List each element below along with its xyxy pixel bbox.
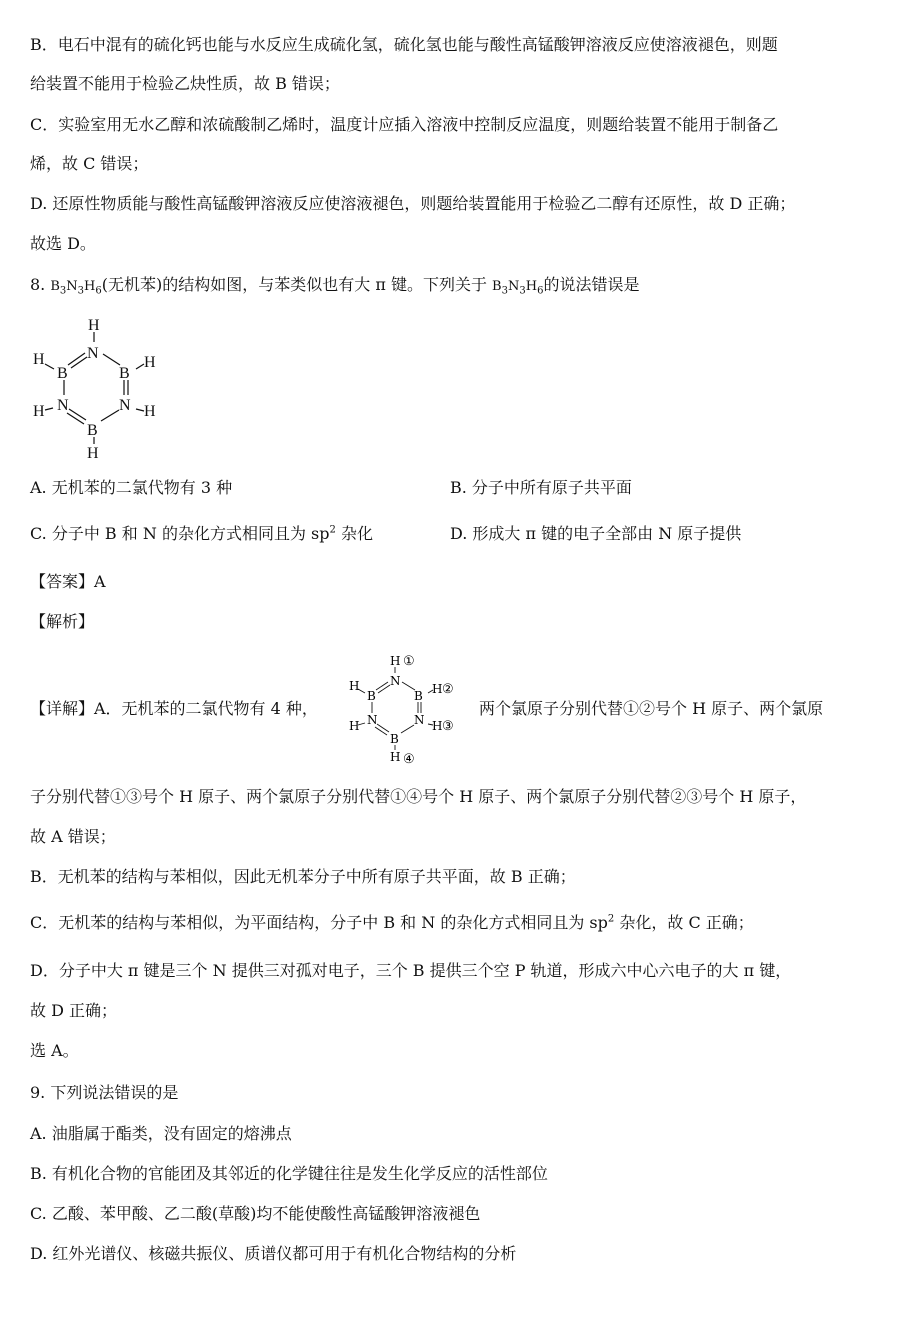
q8-stem-end: 的说法错误是 xyxy=(543,275,640,294)
atom-n-top-small: N xyxy=(390,674,401,688)
atom-b-bottom: B xyxy=(87,422,98,439)
atom-b-right: B xyxy=(119,365,130,382)
marker-1: ① xyxy=(403,654,415,669)
q8-formula-2: $B_3N_3H_6$ xyxy=(492,279,544,297)
atom-b-right-small: B xyxy=(414,689,423,703)
atom-n-left-small: N xyxy=(367,713,378,727)
q8-analysis-label: 【解析】 xyxy=(30,612,95,631)
atom-h-right-bottom: H xyxy=(144,403,156,420)
prev-analysis-c-cont: 烯，故 C 错误； xyxy=(30,154,149,173)
atom-h-left-top-small: H xyxy=(349,679,360,693)
q8-detail-a-end: 故 A 错误； xyxy=(30,827,116,846)
q8-detail-a-cont: 子分别代替①③号个 H 原子、两个氯原子分别代替①④号个 H 原子、两个氯原子分别代替②③号个 H 原子， xyxy=(30,787,807,806)
q8-option-c[interactable]: C. 分子中 B 和 N 的杂化方式相同且为 $sp^2$ 杂化 xyxy=(30,524,373,543)
atom-h-left-bottom: H xyxy=(33,403,45,420)
atom-n-right-small: N xyxy=(414,713,425,727)
atom-h-right-top: H xyxy=(144,354,156,371)
q8-detail-a-post: 两个氯原子分别代替①②号个 H 原子、两个氯原 xyxy=(479,699,824,718)
atom-b-bottom-small: B xyxy=(390,732,399,746)
atom-h-top: H xyxy=(88,317,100,334)
prev-analysis-c: C．实验室用无水乙醇和浓硫酸制乙烯时，温度计应插入溶液中控制反应温度，则题给装置不能用于制备乙 xyxy=(30,115,779,134)
q9-option-c[interactable]: C. 乙酸、苯甲酸、乙二酸(草酸)均不能使酸性高锰酸钾溶液褪色 xyxy=(30,1204,481,1223)
q8-answer: 【答案】A xyxy=(30,572,106,591)
atom-h-4: H xyxy=(390,750,401,764)
atom-n-right: N xyxy=(119,397,131,414)
atom-n-left: N xyxy=(57,397,69,414)
atom-h-left-bottom-small: H xyxy=(349,719,360,733)
q9-option-a[interactable]: A. 油脂属于酯类，没有固定的熔沸点 xyxy=(30,1124,292,1143)
q9-option-d[interactable]: D. 红外光谱仪、核磁共振仪、质谱仪都可用于有机化合物结构的分析 xyxy=(30,1244,517,1263)
marker-4: ④ xyxy=(403,752,415,767)
atom-n-top: N xyxy=(87,345,99,362)
prev-conclusion: 故选 D。 xyxy=(30,234,96,253)
q8-detail-d: D．分子中大 π 键是三个 N 提供三对孤对电子，三个 B 提供三个空 P 轨道，形成六中心六电子的大 π 键， xyxy=(30,961,792,980)
marker-2: ② xyxy=(442,682,454,697)
q8-stem xyxy=(30,274,639,298)
q8-detail-d-end: 故 D 正确； xyxy=(30,1001,118,1020)
atom-h-2: H xyxy=(432,682,443,696)
q8-detail-a-pre: 【详解】A．无机苯的二氯代物有 4 种， xyxy=(30,699,318,718)
atom-h-bottom: H xyxy=(87,445,99,462)
q9-option-b[interactable]: B. 有机化合物的官能团及其邻近的化学键往往是发生化学反应的活性部位 xyxy=(30,1164,548,1183)
q8-option-d[interactable]: D. 形成大 π 键的电子全部由 N 原子提供 xyxy=(450,524,742,543)
prev-analysis-b-cont: 给装置不能用于检验乙炔性质，故 B 错误； xyxy=(30,74,340,93)
prev-analysis-b: B．电石中混有的硫化钙也能与水反应生成硫化氢，硫化氢也能与酸性高锰酸钾溶液反应使溶液褪色，则题 xyxy=(30,35,778,54)
borazine-numbered-diagram xyxy=(345,650,465,772)
q8-conclusion: 选 A。 xyxy=(30,1041,79,1060)
atom-h-3: H xyxy=(432,719,443,733)
atom-h-left-top: H xyxy=(33,351,45,368)
borazine-structure-diagram xyxy=(28,312,168,466)
q8-option-a[interactable]: A. 无机苯的二氯代物有 3 种 xyxy=(30,478,233,497)
marker-3: ③ xyxy=(442,719,454,734)
q9-stem: 9. 下列说法错误的是 xyxy=(30,1083,179,1102)
q8-detail-c: C．无机苯的结构与苯相似，为平面结构，分子中 B 和 N 的杂化方式相同且为 $sp^2$ 杂化，故 C 正确； xyxy=(30,913,754,932)
atom-b-left-small: B xyxy=(367,689,376,703)
q8-stem-mid: (无机苯)的结构如图，与苯类似也有大 π 键。下列关于 xyxy=(101,275,487,294)
q8-number: 8. xyxy=(30,275,46,294)
q8-detail-b: B．无机苯的结构与苯相似，因此无机苯分子中所有原子共平面，故 B 正确； xyxy=(30,867,576,886)
atom-b-left: B xyxy=(57,365,68,382)
q8-option-b[interactable]: B. 分子中所有原子共平面 xyxy=(450,478,632,497)
atom-h-1: H xyxy=(390,654,401,668)
prev-analysis-d: D. 还原性物质能与酸性高锰酸钾溶液反应使溶液褪色，则题给装置能用于检验乙二醇有还原性，故 D 正确； xyxy=(30,194,796,213)
q8-formula: $B_3N_3H_6$ xyxy=(50,279,102,297)
